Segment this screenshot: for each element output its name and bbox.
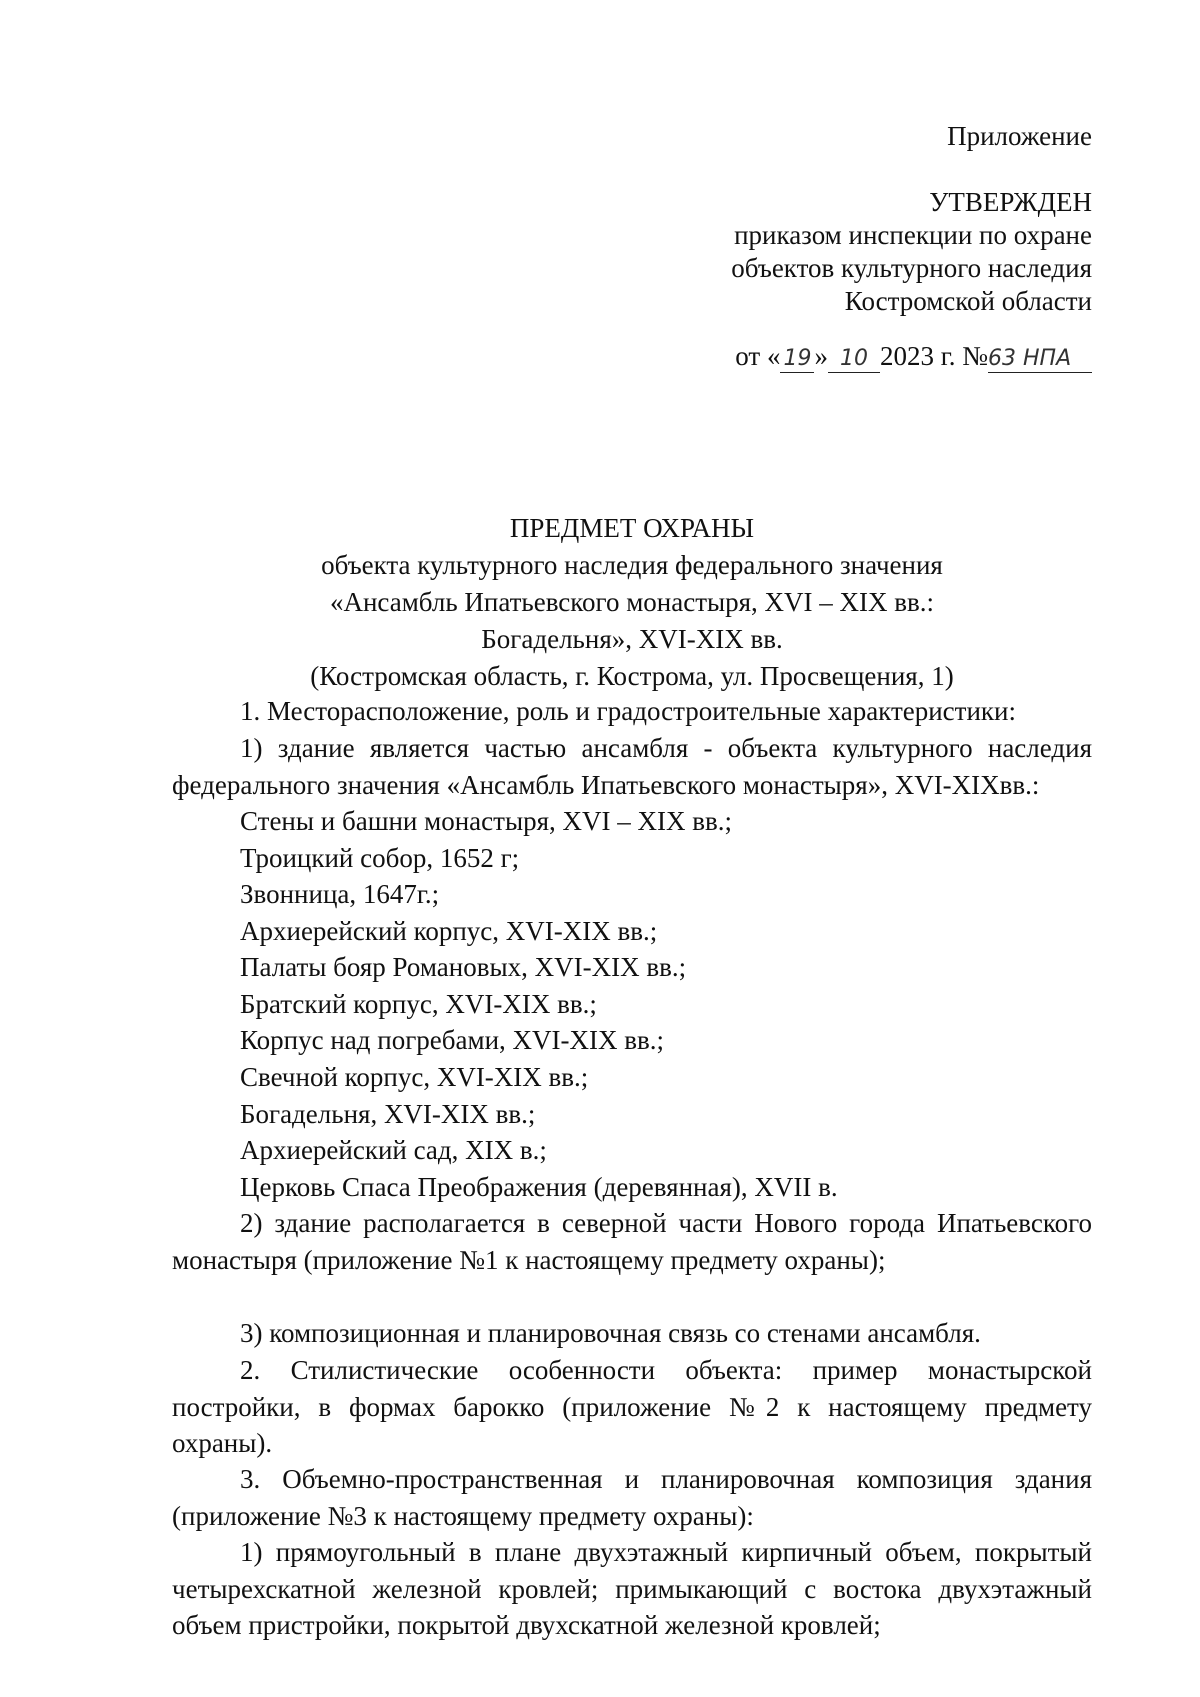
date-suffix: г. №: [933, 341, 988, 371]
title-line-2: «Ансамбль Ипатьевского монастыря, XVI – XIX вв.:: [329, 587, 935, 617]
list-item: Церковь Спаса Преображения (деревянная), XVII в.: [240, 1172, 838, 1202]
approved-label: УТВЕРЖДЕН: [929, 187, 1092, 217]
date-month: 10: [828, 343, 880, 373]
doc-number: 63 НПА: [988, 343, 1092, 373]
section-2: 2. Стилистические особенности объекта: пример монастырской постройки, в формах барокко (приложение №2 к настоящему предмету охраны).: [172, 1355, 1092, 1459]
section-1-item-2: 2) здание располагается в северной части Нового города Ипатьевского монастыря (приложение №1 к настоящему предмету охраны);: [172, 1208, 1092, 1275]
title-line-4: (Костромская область, г. Кострома, ул. Просвещения, 1): [310, 661, 954, 691]
appendix-label: Приложение: [947, 121, 1092, 151]
list-item: Свечной корпус, XVI-XIX вв.;: [240, 1062, 589, 1092]
title-line-3: Богадельня», XVI-XIX вв.: [481, 624, 783, 654]
section-1-item-1: 1) здание является частью ансамбля - объекта культурного наследия федерального значения «Ансамбль Ипатьевского монастыря», XVI-XIXвв.:: [172, 733, 1092, 800]
date-mid: »: [814, 341, 828, 371]
order-line-2: объектов культурного наследия: [731, 253, 1092, 283]
title-line-1: объекта культурного наследия федерального значения: [321, 550, 943, 580]
date-year: 2023: [879, 341, 934, 371]
list-item: Троицкий собор, 1652 г;: [240, 843, 520, 873]
list-item: Архиерейский сад, XIX в.;: [240, 1135, 547, 1165]
list-item: Богадельня, XVI-XIX вв.;: [240, 1099, 536, 1129]
list-item: Братский корпус, XVI-XIX вв.;: [240, 989, 597, 1019]
order-line-3: Костромской области: [844, 286, 1092, 316]
list-item: Звонница, 1647г.;: [240, 879, 440, 909]
date-day: 19: [780, 343, 814, 373]
list-item: Палаты бояр Романовых, XVI-XIX вв.;: [240, 952, 687, 982]
list-item: Стены и башни монастыря, XVI – XIX вв.;: [240, 806, 732, 836]
section-1-heading: 1. Месторасположение, роль и градостроительные характеристики:: [240, 696, 1016, 726]
section-1-item-3: 3) композиционная и планировочная связь со стенами ансамбля.: [240, 1318, 981, 1348]
document-title: ПРЕДМЕТ ОХРАНЫ: [509, 513, 755, 543]
date-prefix: от «: [735, 341, 781, 371]
order-line-1: приказом инспекции по охране: [734, 220, 1092, 250]
order-date-line: [735, 338, 1092, 374]
section-3-item-1: 1) прямоугольный в плане двухэтажный кирпичный объем, покрытый четырехскатной железной кровлей; примыкающий с востока двухэтажный объем пристройки, покрытой двухскатной железной кровлей;: [172, 1537, 1092, 1641]
section-3: 3. Объемно-пространственная и планировочная композиция здания (приложение №3 к настоящему предмету охраны):: [172, 1464, 1092, 1531]
list-item: Корпус над погребами, XVI-XIX вв.;: [240, 1025, 664, 1055]
list-item: Архиерейский корпус, XVI-XIX вв.;: [240, 916, 658, 946]
